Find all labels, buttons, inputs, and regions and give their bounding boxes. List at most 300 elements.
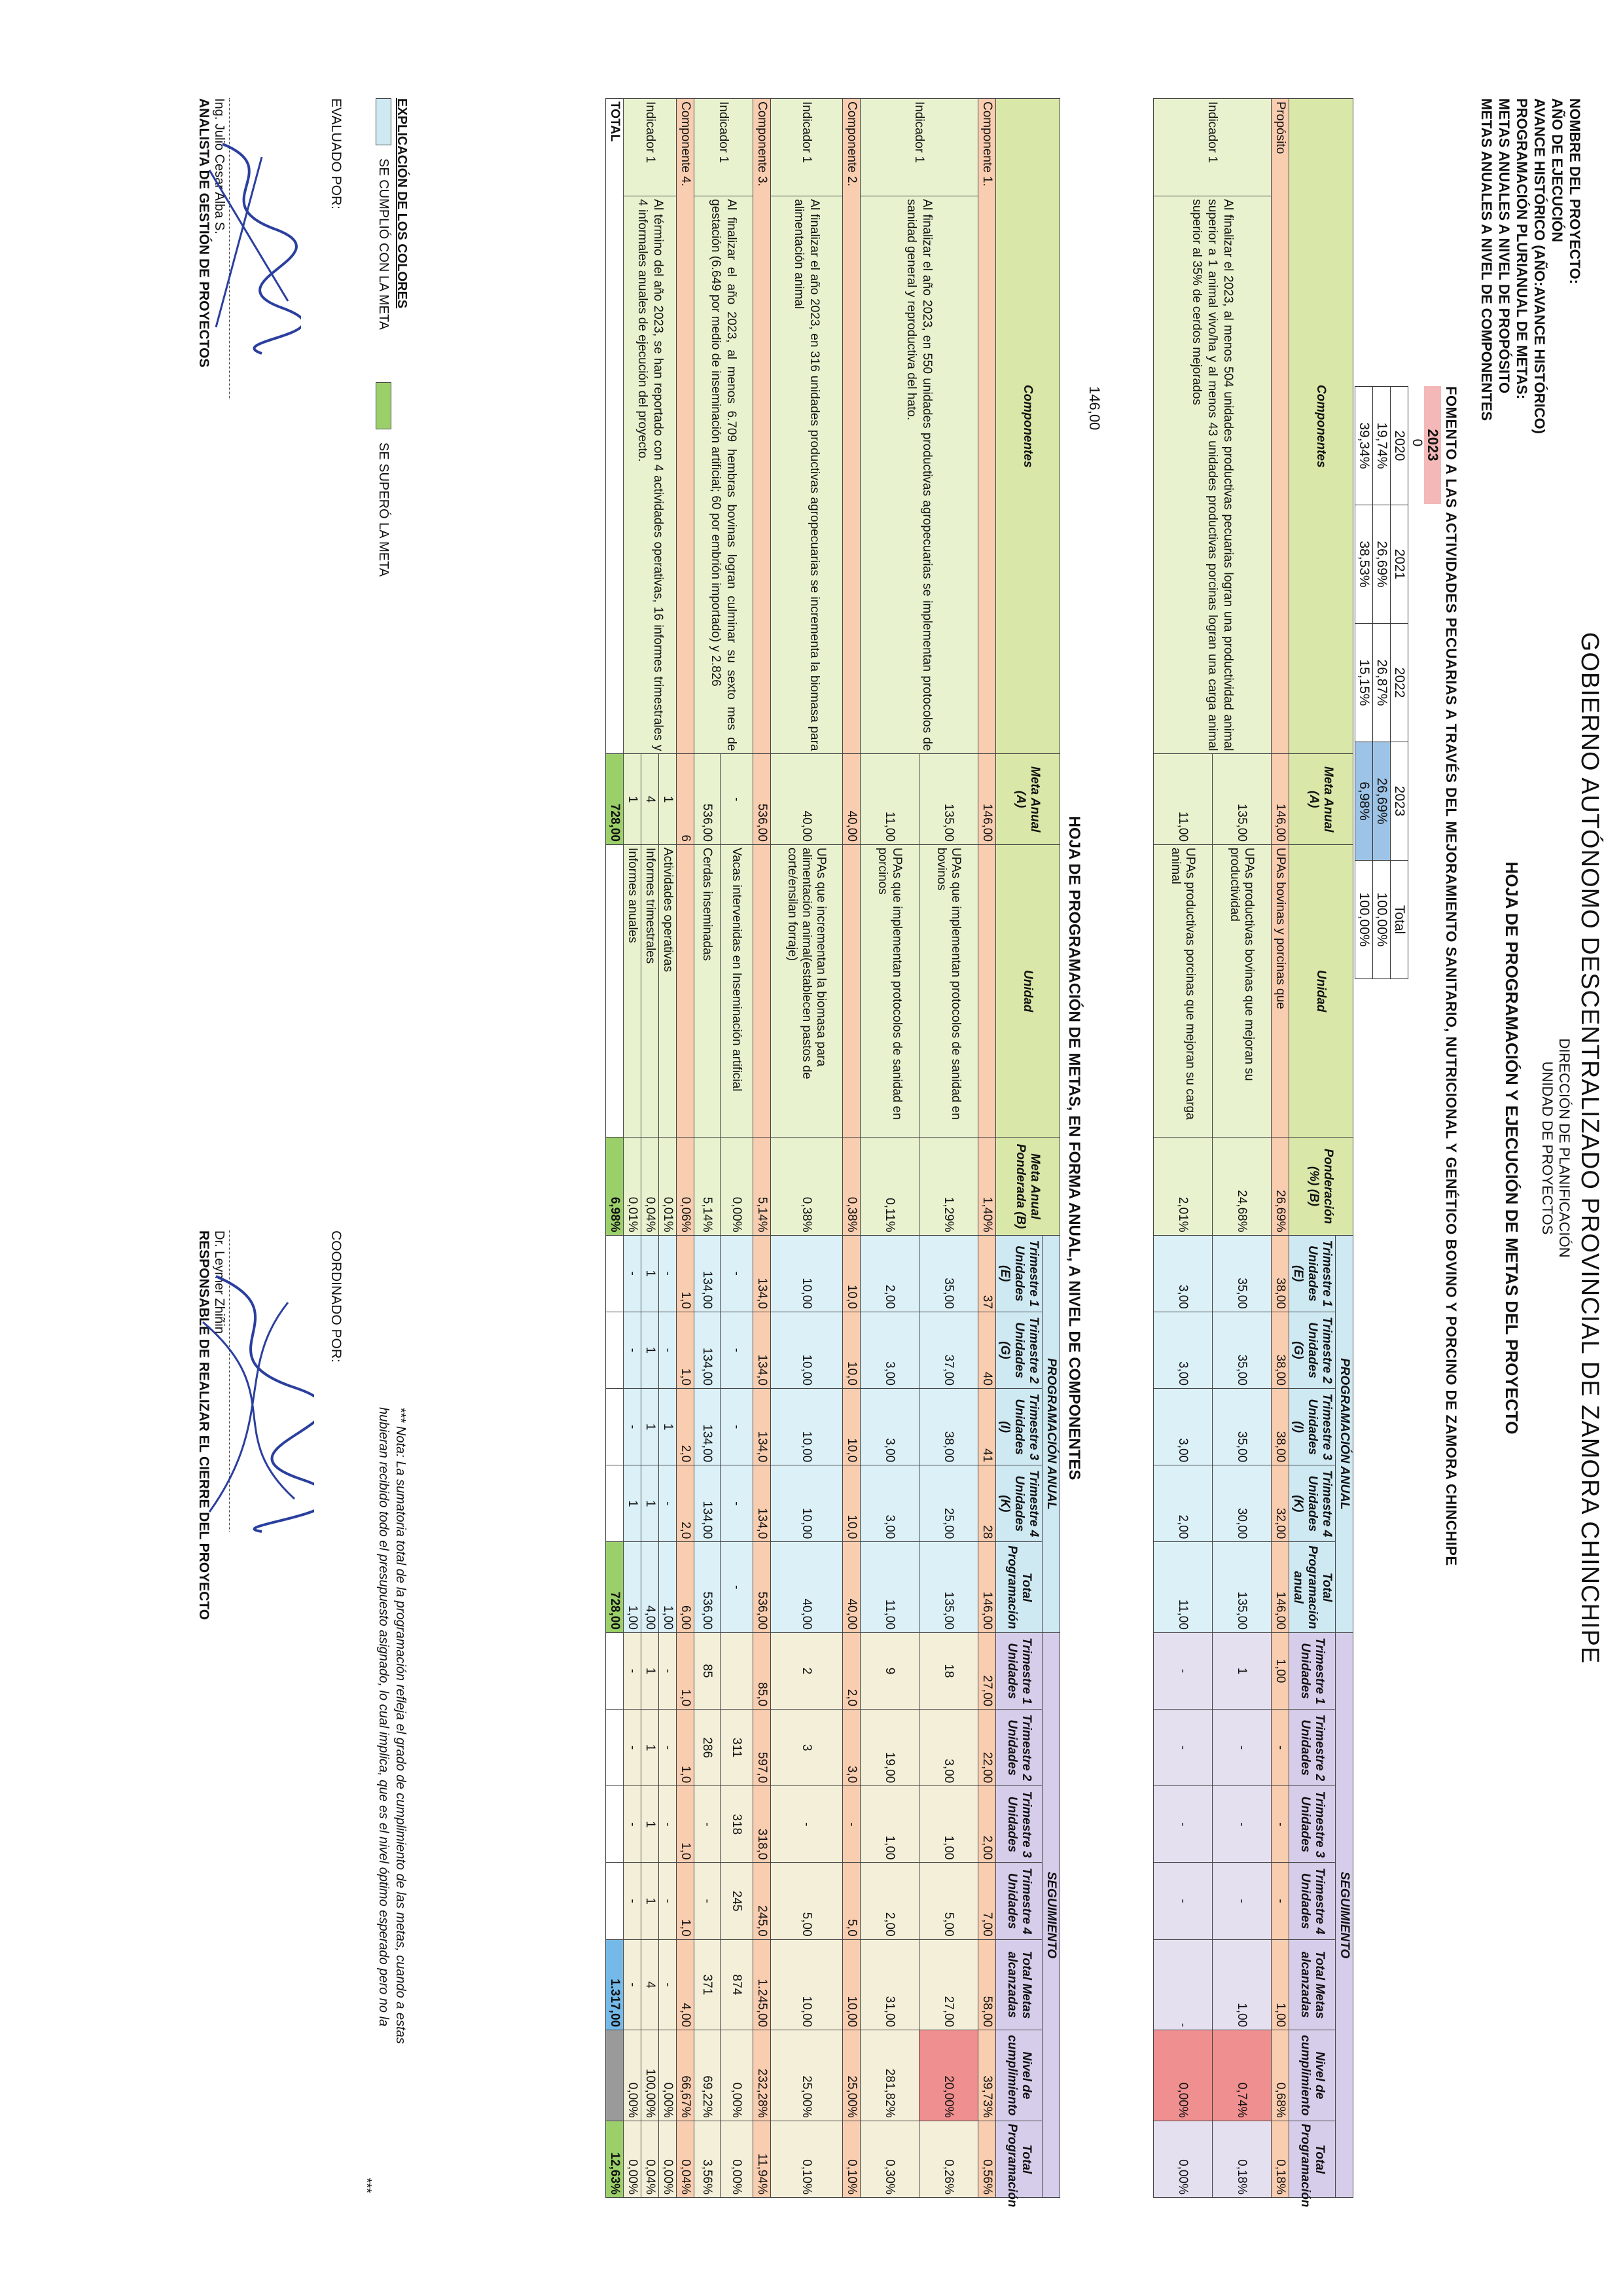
col-s2: Trimestre 2 Unidades [996, 1710, 1043, 1786]
evaluated-label: EVALUADO POR: [329, 98, 344, 209]
cell: 0,00% [1154, 2030, 1213, 2121]
cell: 0,04% [641, 2121, 659, 2197]
col-t3: Trimestre 3 Unidades (I) [996, 1388, 1043, 1465]
cell: 19,00 [861, 1710, 919, 1786]
cell: 245,0 [753, 1863, 771, 1939]
cell: 35,00 [1213, 1235, 1272, 1312]
cell: - [721, 1542, 753, 1633]
cell: 3,00 [861, 1312, 919, 1388]
cell: 281,82% [861, 2030, 919, 2121]
col-t4: Trimestre 4 Unidades (K) [1289, 1465, 1336, 1542]
hist-cell: 100,00% [1355, 861, 1373, 979]
cell: 2,0 [677, 1465, 694, 1542]
col-total-prog2: Total Programación [996, 2121, 1043, 2197]
cell: 3,00 [861, 1388, 919, 1465]
cell: 22,00 [978, 1710, 996, 1786]
cell: 0,38% [843, 1138, 861, 1235]
cell: 1,00 [1213, 1939, 1272, 2030]
cell [606, 844, 624, 1137]
col-t1: Trimestre 1 Unidades (E) [996, 1235, 1043, 1312]
cell: 0,06% [677, 1138, 694, 1235]
col-total-alcanzadas: Total Metas alcanzadas [1289, 1939, 1336, 2030]
cell: 1,00 [919, 1786, 978, 1863]
sheet-title: HOJA DE PROGRAMACIÓN Y EJECUCIÓN DE METAS DEL PROYECTO [1502, 861, 1522, 1435]
cell: - [624, 1786, 641, 1863]
cell: 25,00% [771, 2030, 843, 2121]
cell: 1 [641, 1465, 659, 1542]
cell: 1,00 [1272, 1632, 1289, 1709]
cell: 24,68% [1213, 1138, 1272, 1235]
cell: 0,68% [1272, 2030, 1289, 2121]
cell: 37,00 [919, 1312, 978, 1388]
hist-cell: 100,00% [1373, 861, 1391, 979]
cell: 10,0 [843, 1465, 861, 1542]
handwritten-signature-evaluator [196, 131, 301, 367]
cell: 146,00 [1272, 754, 1289, 845]
unit-title: UNIDAD DE PROYECTOS [1539, 1061, 1556, 1235]
cell: 35,00 [1213, 1312, 1272, 1388]
cell: 1 [641, 1388, 659, 1465]
cell: 1,0 [677, 1312, 694, 1388]
purpose-table [1153, 98, 1353, 2208]
col-s4: Trimestre 4 Unidades [996, 1863, 1043, 1939]
label-annual-purpose-goals: METAS ANUALES A NIVEL DE PROPÓSITO [1496, 98, 1512, 394]
cell: - [694, 1786, 721, 1863]
cell: 3,00 [1154, 1312, 1213, 1388]
cell: 3 [771, 1710, 843, 1786]
cell: - [659, 1465, 677, 1542]
cell [606, 1863, 624, 1939]
cell: 1,00 [659, 1542, 677, 1633]
cell: 35,00 [919, 1235, 978, 1312]
cell: 28 [978, 1465, 996, 1542]
execution-year: 2023 [1424, 386, 1441, 504]
cell: 10,00 [771, 1235, 843, 1312]
col-s1: Trimestre 1 Unidades [996, 1632, 1043, 1709]
cell: 10,00 [771, 1939, 843, 2030]
cell: 9 [861, 1632, 919, 1709]
hist-year: 2021 [1391, 505, 1408, 624]
table-row [753, 99, 771, 2198]
coordinated-label: COORDINADO POR: [329, 1230, 344, 1363]
col-s3: Trimestre 3 Unidades [996, 1786, 1043, 1863]
cell: 20,00% [919, 2030, 978, 2121]
cell: 1,00 [861, 1786, 919, 1863]
cell: - [721, 1465, 753, 1542]
cell: UPAs que implementan protocolos de sanidad en porcinos [861, 844, 919, 1137]
cell: 3,56% [694, 2121, 721, 2197]
cell: 134,0 [753, 1235, 771, 1312]
cell: 371 [694, 1939, 721, 2030]
row-label: Componente 3. [753, 99, 771, 754]
cell: 26,69% [1272, 1138, 1289, 1235]
col-ponderacion: Ponderación (%) (B) [1289, 1138, 1353, 1235]
cell: 11,00 [1154, 1542, 1213, 1633]
total-pond: 6,98% [606, 1138, 624, 1235]
cell: 0,10% [843, 2121, 861, 2197]
col-nivel: Nivel de cumplimiento [996, 2030, 1043, 2121]
cell: 232,28% [753, 2030, 771, 2121]
cell: 2,00 [1154, 1465, 1213, 1542]
col-s4: Trimestre 4 Unidades [1289, 1863, 1336, 1939]
table-row [1272, 99, 1289, 2198]
cell: 135,00 [919, 754, 978, 845]
cell: 0,00% [1154, 2121, 1213, 2197]
indicator-text: Al finalizar el 2023, al menos 504 unidades productivas pecuarias logran una productividad animal superior a 1 animal vivo/ha y al menos 43 unidades productivas porcinas logran una carga animal superior al 35% de cerdos mejorados [1154, 196, 1272, 754]
cell: 1 [641, 1312, 659, 1388]
legend-ok: SE CUMPLIÓ CON LA META [376, 158, 391, 330]
cell: 536,00 [753, 754, 771, 845]
cell: 31,00 [861, 1939, 919, 2030]
hist-year: 2023 [1391, 742, 1408, 861]
cell: 1 [624, 1465, 641, 1542]
cell: 3,00 [861, 1465, 919, 1542]
cell: Vacas intervenidas en Inseminación artificial [721, 844, 753, 1137]
project-name: FOMENTO A LAS ACTIVIDADES PECUARIAS A TRAVÉS DEL MEJORAMIENTO SANITARIO, NUTRICIONAL Y GENÉTICO BOVINO Y PORCINO DE ZAMORA CHINCHIPE [1443, 386, 1459, 1566]
col-componentes: Componentes [996, 99, 1060, 754]
indicator-label: Indicador 1 [624, 99, 677, 196]
cell: 85,0 [753, 1632, 771, 1709]
cell: 4,00 [641, 1542, 659, 1633]
cell: 5,00 [919, 1863, 978, 1939]
cell: 0,01% [659, 1138, 677, 1235]
cell [606, 1388, 624, 1465]
label-project-name: NOMBRE DEL PROYECTO: [1567, 98, 1583, 284]
cell: 2,00 [978, 1786, 996, 1863]
cell: 0,74% [1213, 2030, 1272, 2121]
cell: 286 [694, 1710, 721, 1786]
cell: 0,26% [919, 2121, 978, 2197]
col-meta-anual: Meta Anual (A) [1289, 754, 1353, 845]
cell: 0,04% [641, 1138, 659, 1235]
cell: 0,00% [721, 2121, 753, 2197]
cell: 40,00 [771, 1542, 843, 1633]
col-t3: Trimestre 3 Unidades (I) [1289, 1388, 1336, 1465]
hist-year: 2020 [1391, 387, 1408, 505]
cell: - [1154, 1710, 1213, 1786]
col-componentes: Componentes [1289, 99, 1353, 754]
group-programacion-anual: PROGRAMACIÓN ANUAL [1336, 1235, 1353, 1632]
cell: 58,00 [978, 1939, 996, 2030]
col-unidad: Unidad [1289, 844, 1353, 1137]
cell: 1,40% [978, 1138, 996, 1235]
hist-year: Total [1391, 861, 1408, 979]
label-multiyear-programming: PROGRAMACIÓN PLURIANUAL DE METAS: [1514, 98, 1530, 399]
cell: - [1213, 1863, 1272, 1939]
cell [606, 1465, 624, 1542]
cell: Informes anuales [624, 844, 641, 1137]
cell: - [1272, 1863, 1289, 1939]
hist-cell: 26,69% [1373, 742, 1391, 861]
indicator-label: Indicador 1 [771, 99, 843, 196]
col-total-alcanzadas: Total Metas alcanzadas [996, 1939, 1043, 2030]
cell: 146,00 [978, 754, 996, 845]
label-execution-year: AÑO DE EJECUCIÓN [1549, 98, 1565, 243]
footnote [358, 1407, 409, 2193]
cell: 38,00 [919, 1388, 978, 1465]
cell: - [1154, 1939, 1213, 2030]
cell: 135,00 [919, 1542, 978, 1633]
legend-swatch-blue [376, 98, 391, 145]
col-total-prog: Total Programación anual [1289, 1542, 1336, 1633]
cell: 1 [641, 1786, 659, 1863]
cell: - [624, 1312, 641, 1388]
cell: 1 [659, 754, 677, 845]
hist-cell: 15,15% [1355, 624, 1373, 742]
cell: 38,00 [1272, 1388, 1289, 1465]
note-stars: *** [359, 2177, 374, 2193]
cell: - [659, 1632, 677, 1709]
col-t2: Trimestre 2 Unidades (G) [1289, 1312, 1336, 1388]
cell: 1,0 [677, 1632, 694, 1709]
cell: 7,00 [978, 1863, 996, 1939]
hist-cell: 38,53% [1355, 505, 1373, 624]
cell: 40,00 [843, 1542, 861, 1633]
color-legend [376, 98, 409, 577]
cell: 18 [919, 1632, 978, 1709]
legend-title: EXPLICACIÓN DE LOS COLORES [395, 98, 409, 309]
meta-componentes-value: 146,00 [1086, 386, 1103, 431]
cell: 1,0 [677, 1863, 694, 1939]
cell [606, 1786, 624, 1863]
row-label: Componente 2. [843, 99, 861, 754]
cell: 5,00 [771, 1863, 843, 1939]
cell: 0,00% [624, 2030, 641, 2121]
cell: 0,18% [1272, 2121, 1289, 2197]
cell: 11,00 [861, 1542, 919, 1633]
handwritten-signature-coordinator [190, 1263, 314, 1538]
total-label: TOTAL [606, 99, 624, 754]
cell: - [694, 1863, 721, 1939]
col-total-prog2: Total Programación [1289, 2121, 1336, 2197]
cell: Informes trimestrales [641, 844, 659, 1137]
coordinator-role: RESPONSABLE DE REALIZAR EL CIERRE DEL PROYECTO [196, 1230, 211, 1621]
cell: 0,01% [624, 1138, 641, 1235]
legend-items [376, 98, 391, 577]
cell: UPAs que implementan protocolos de sanidad en bovinos [919, 844, 978, 1137]
cell: 40,00 [771, 754, 843, 845]
cell: 134,00 [694, 1388, 721, 1465]
cell: - [624, 1632, 641, 1709]
cell: - [721, 754, 753, 845]
cell: 100,00% [641, 2030, 659, 2121]
direction-title: DIRECCIÓN DE PLANIFICACIÓN [1556, 1038, 1573, 1258]
cell: 0,30% [861, 2121, 919, 2197]
total-prog: 728,00 [606, 1542, 624, 1633]
cell: - [1154, 1863, 1213, 1939]
cell: - [721, 1388, 753, 1465]
indicator-text: Al finalizar el año 2023, al menos 6.709 hembras bovinas logran culminar su sexto mes de gestación (6.649 por medio de inseminación artificial; 60 por embrión importado) y 2.826 [694, 196, 753, 754]
cell: UPAs bovinas y porcinas que [1272, 844, 1289, 1137]
cell: 40 [978, 1312, 996, 1388]
note-line-1: *** Nota: La sumatoria total de la programación refleja el grado de cumplimiento de las metas, cuando a estas [393, 1407, 408, 2044]
col-s2: Trimestre 2 Unidades [1289, 1710, 1336, 1786]
cell: - [659, 1863, 677, 1939]
cell: 25,00 [919, 1465, 978, 1542]
cell [843, 844, 861, 1137]
col-nivel: Nivel de cumplimiento [1289, 2030, 1336, 2121]
cell: 1,29% [919, 1138, 978, 1235]
cell: 27,00 [978, 1632, 996, 1709]
cell: 536,00 [753, 1542, 771, 1633]
cell: 597,0 [753, 1710, 771, 1786]
cell: 10,0 [843, 1235, 861, 1312]
indicator-label: Indicador 1 [1154, 99, 1272, 196]
cell [677, 844, 694, 1137]
cell: 311 [721, 1710, 753, 1786]
hist-cell: 26,69% [1373, 505, 1391, 624]
cell: 10,00 [771, 1388, 843, 1465]
cell: 2,0 [843, 1632, 861, 1709]
hist-cell: 26,87% [1373, 624, 1391, 742]
cell: 11,00 [861, 754, 919, 845]
cell: 0,10% [771, 2121, 843, 2197]
cell: - [659, 1786, 677, 1863]
cell: 85 [694, 1632, 721, 1709]
cell: 135,00 [1213, 1542, 1272, 1633]
cell [978, 844, 996, 1137]
hist-cell: 6,98% [1355, 742, 1373, 861]
cell: 2,00 [861, 1863, 919, 1939]
cell: 1 [641, 1632, 659, 1709]
cell: 10,00 [771, 1312, 843, 1388]
cell: 1 [641, 1235, 659, 1312]
cell: 38,00 [1272, 1235, 1289, 1312]
cell: 536,00 [694, 754, 721, 845]
cell: UPAs productivas porcinas que mejoran su carga animal [1154, 844, 1213, 1137]
cell: 0,38% [771, 1138, 843, 1235]
table-row [771, 99, 843, 2198]
col-s3: Trimestre 3 Unidades [1289, 1786, 1336, 1863]
table-row [919, 99, 978, 2198]
cell: 3,00 [1154, 1235, 1213, 1312]
cell: 4 [641, 754, 659, 845]
group-seguimiento: SEGUIMIENTO [1336, 1632, 1353, 2197]
cell: 134,0 [753, 1388, 771, 1465]
cell: 1 [1213, 1632, 1272, 1709]
cell: 134,0 [753, 1312, 771, 1388]
cell: 1,00 [624, 1542, 641, 1633]
evaluator-role: ANALISTA DE GESTIÓN DE PROYECTOS [196, 98, 211, 368]
cell: 2,0 [677, 1388, 694, 1465]
cell [606, 2030, 624, 2121]
cell: 134,0 [753, 1465, 771, 1542]
hist-year: 2022 [1391, 624, 1408, 742]
cell: - [843, 1786, 861, 1863]
cell: 6,00 [677, 1542, 694, 1633]
cell: 66,67% [677, 2030, 694, 2121]
cell: 1 [624, 754, 641, 845]
table-row [659, 99, 677, 2198]
cell: 11,00 [1154, 754, 1213, 845]
table-row [677, 99, 694, 2198]
cell: UPAs productivas bovinas que mejoran su productividad [1213, 844, 1272, 1137]
cell: 1,0 [677, 1710, 694, 1786]
hist-cell: 39,34% [1355, 387, 1373, 505]
group-seguimiento: SEGUIMIENTO [1043, 1632, 1060, 2197]
group-programacion-anual: PROGRAMACIÓN ANUAL [1043, 1235, 1060, 1632]
legend-swatch-green [376, 382, 391, 429]
hist-cell: 19,74% [1373, 387, 1391, 505]
cell: 2 [771, 1632, 843, 1709]
cell: 10,00 [843, 1939, 861, 2030]
cell: 1,00 [1272, 1939, 1289, 2030]
cell: 0,18% [1213, 2121, 1272, 2197]
cell: 4,00 [677, 1939, 694, 2030]
cell: 10,0 [843, 1312, 861, 1388]
legend-over: SE SUPERÓ LA META [376, 442, 391, 577]
coordinator-name: Dr. Leymer Zhiñin [212, 1230, 226, 1334]
total-row [606, 99, 624, 2198]
cell: 30,00 [1213, 1465, 1272, 1542]
cell: 5,14% [694, 1138, 721, 1235]
cell: - [1272, 1710, 1289, 1786]
total-alcanzadas: 1.317,00 [606, 1939, 624, 2030]
cell: 0,11% [861, 1138, 919, 1235]
col-t1: Trimestre 1 Unidades (E) [1289, 1235, 1336, 1312]
table-row [1213, 99, 1272, 2198]
cell: 32,00 [1272, 1465, 1289, 1542]
cell: 69,22% [694, 2030, 721, 2121]
project-info-labels [1478, 98, 1584, 434]
col-meta-ponderada: Meta Anual Ponderada (B) [996, 1138, 1060, 1235]
cell: - [624, 1863, 641, 1939]
cell: - [1213, 1786, 1272, 1863]
cell: - [659, 1235, 677, 1312]
cell: - [771, 1786, 843, 1863]
cell: 245 [721, 1863, 753, 1939]
cell: 25,00% [843, 2030, 861, 2121]
cell: 0,00% [624, 2121, 641, 2197]
indicator-label: Indicador 1 [861, 99, 978, 196]
cell: 0,04% [677, 2121, 694, 2197]
indicator-text: Al finalizar el año 2023, en 316 unidades productivas agropecuarias se incrementa la biomasa para alimentación animal [771, 196, 843, 754]
cell: 0,00% [659, 2030, 677, 2121]
table-row [978, 99, 996, 2198]
cell: 39,73% [978, 2030, 996, 2121]
cell: 2,01% [1154, 1138, 1213, 1235]
cell: 134,00 [694, 1235, 721, 1312]
cell: 1 [659, 1388, 677, 1465]
cell: - [1154, 1632, 1213, 1709]
cell: - [721, 1235, 753, 1312]
cell: - [659, 1312, 677, 1388]
cell: - [624, 1235, 641, 1312]
cell [606, 1235, 624, 1312]
indicator-text: Al término del año 2023, se han reportado con 4 actividades operativas, 16 informes trimestrales y 4 informales anuales de ejecución del proyecto. [624, 196, 677, 754]
cell: - [659, 1710, 677, 1786]
cell: 3,00 [1154, 1388, 1213, 1465]
cell: 41 [978, 1388, 996, 1465]
cell [753, 844, 771, 1137]
cell: 40,00 [843, 754, 861, 845]
total-prog2: 12,63% [606, 2121, 624, 2197]
cell: 6 [677, 754, 694, 845]
cell: 5,0 [843, 1863, 861, 1939]
cell: 0,00% [659, 2121, 677, 2197]
cell: 3,0 [843, 1710, 861, 1786]
cell: Cerdas inseminadas [694, 844, 721, 1137]
table-row [721, 99, 753, 2198]
cell: 0,56% [978, 2121, 996, 2197]
cell: 1.245,00 [753, 1939, 771, 2030]
cell: 27,00 [919, 1939, 978, 2030]
cell: 134,00 [694, 1465, 721, 1542]
cell: 318,0 [753, 1786, 771, 1863]
cell: - [659, 1939, 677, 2030]
cell: 35,00 [1213, 1388, 1272, 1465]
cell: 0,00% [721, 2030, 753, 2121]
